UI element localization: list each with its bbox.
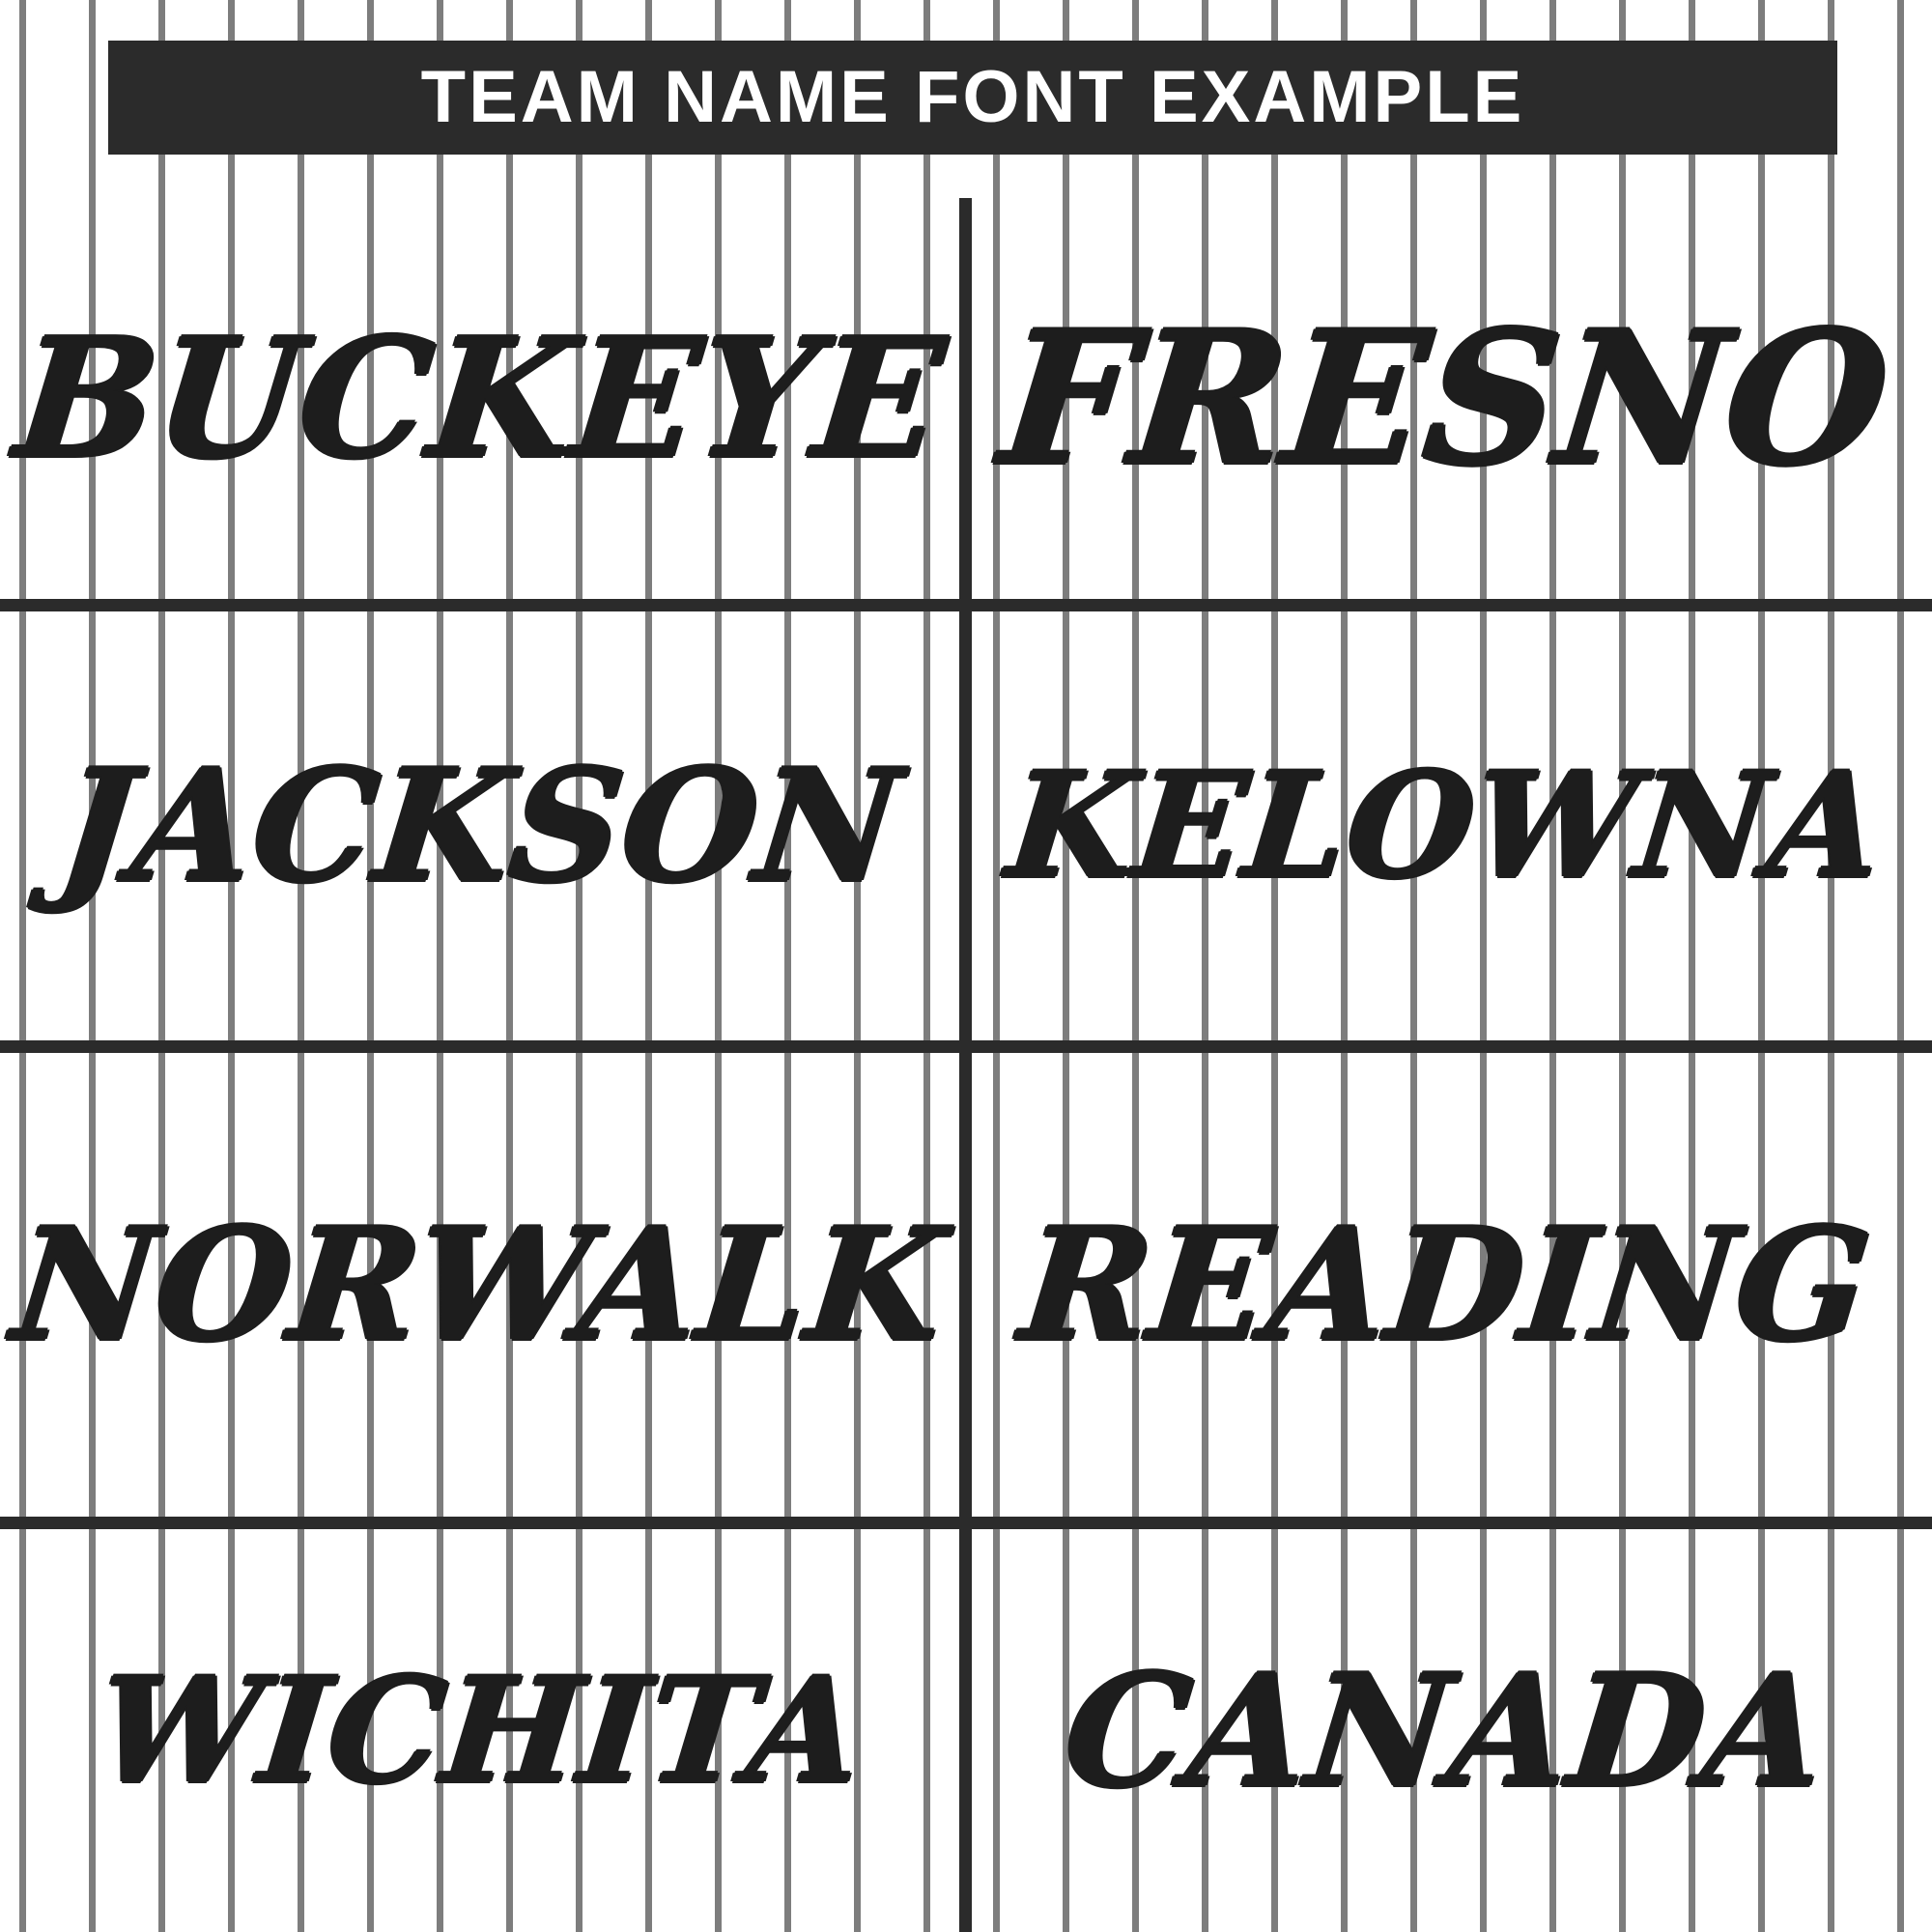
header-banner xyxy=(108,41,1837,155)
team-name-text: JACKSON xyxy=(50,735,909,917)
team-name-text: WICHITA xyxy=(89,1645,870,1816)
grid-line-vertical-1 xyxy=(959,198,972,1932)
team-name-cell[interactable] xyxy=(972,611,1919,1040)
team-name-cell[interactable] xyxy=(972,1529,1919,1932)
team-name-cell[interactable] xyxy=(13,611,947,1040)
team-name-cell[interactable] xyxy=(6,1053,953,1517)
team-name-text: READING xyxy=(1012,1194,1879,1376)
team-name-cell[interactable] xyxy=(972,198,1919,599)
page-title: TEAM NAME FONT EXAMPLE xyxy=(420,56,1525,138)
team-name-text: NORWALK xyxy=(6,1194,953,1376)
team-name-cell[interactable] xyxy=(8,198,952,599)
team-name-cell[interactable] xyxy=(13,1529,947,1932)
team-name-text: KELOWNA xyxy=(1000,741,1891,911)
team-name-text: BUCKEYE xyxy=(8,301,952,496)
team-name-text: FRESNO xyxy=(992,290,1899,506)
team-name-cell[interactable] xyxy=(972,1053,1919,1517)
team-name-text: CANADA xyxy=(1057,1639,1834,1822)
